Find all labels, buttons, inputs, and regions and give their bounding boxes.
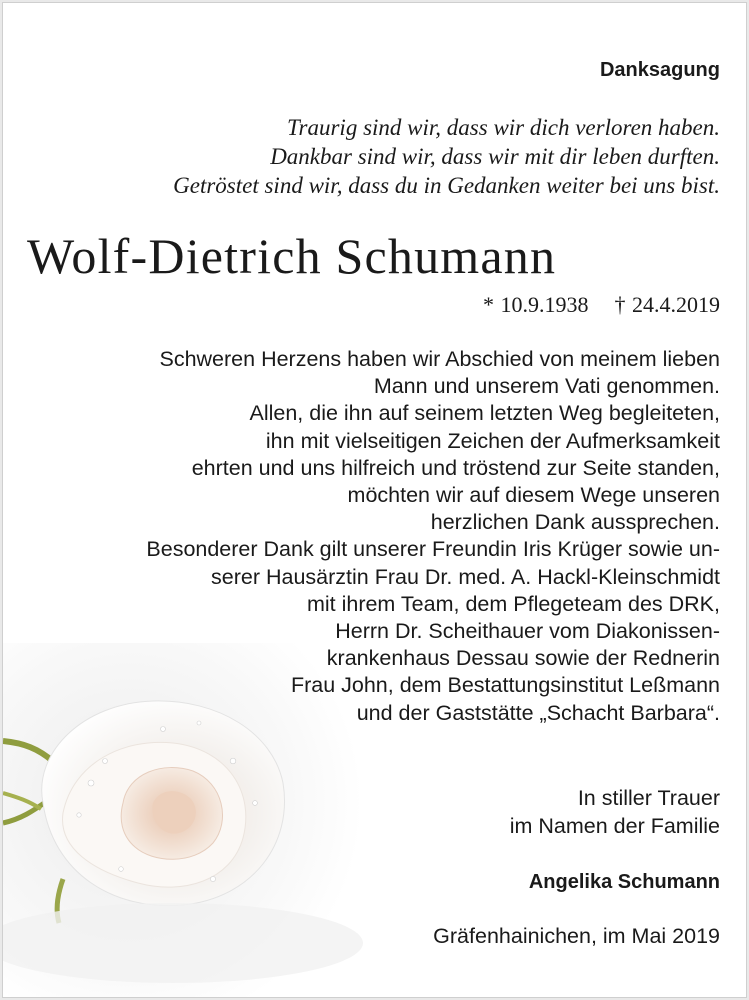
signature-name: Angelika Schumann bbox=[528, 871, 720, 893]
message-line: Allen, die ihn auf seinem letzten Weg begleiteten, bbox=[249, 401, 720, 426]
motto-line: Getröstet sind wir, dass du in Gedanken weiter bei uns bist. bbox=[173, 173, 720, 198]
thanks-message bbox=[2, 346, 720, 727]
closing-phrase bbox=[510, 784, 720, 840]
birth-date: * 10.9.1938 bbox=[483, 292, 589, 317]
message-line: ihn mit vielseitigen Zeichen der Aufmerksamkeit bbox=[265, 428, 720, 453]
death-date: † 24.4.2019 bbox=[614, 292, 720, 317]
message-line: krankenhaus Dessau sowie der Rednerin bbox=[326, 646, 720, 671]
message-line: möchten wir auf diesem Wege unseren bbox=[347, 483, 720, 508]
message-line: Schweren Herzens haben wir Abschied von meinem lieben bbox=[159, 347, 720, 371]
obituary-card bbox=[2, 2, 747, 998]
message-line: Besonderer Dank gilt unserer Freundin Iris Krüger sowie un- bbox=[146, 537, 720, 562]
message-line: Herrn Dr. Scheithauer vom Diakonissen- bbox=[335, 619, 720, 644]
message-line: Mann und unserem Vati genommen. bbox=[373, 374, 720, 399]
motto-line: Traurig sind wir, dass wir dich verloren haben. bbox=[287, 115, 720, 140]
deceased-name: Wolf-Dietrich Schumann bbox=[27, 228, 557, 284]
message-line: Frau John, dem Bestattungsinstitut Leßmann bbox=[290, 673, 720, 698]
motto-verse bbox=[2, 113, 720, 200]
message-line: herzlichen Dank aussprechen. bbox=[430, 510, 720, 535]
heading-danksagung: Danksagung bbox=[599, 59, 720, 81]
message-line: mit ihrem Team, dem Pflegeteam des DRK, bbox=[306, 591, 720, 616]
motto-line: Dankbar sind wir, dass wir mit dir leben durften. bbox=[270, 144, 720, 169]
place-and-date: Gräfenhainichen, im Mai 2019 bbox=[433, 924, 720, 948]
message-line: serer Hausärztin Frau Dr. med. A. Hackl-Kleinschmidt bbox=[211, 564, 720, 589]
closing-line: im Namen der Familie bbox=[509, 814, 720, 838]
message-line: und der Gaststätte „Schacht Barbara“. bbox=[356, 700, 720, 725]
closing-line: In stiller Trauer bbox=[577, 786, 720, 810]
message-line: ehrten und uns hilfreich und tröstend zur Seite standen, bbox=[191, 455, 720, 480]
life-dates bbox=[483, 292, 720, 318]
